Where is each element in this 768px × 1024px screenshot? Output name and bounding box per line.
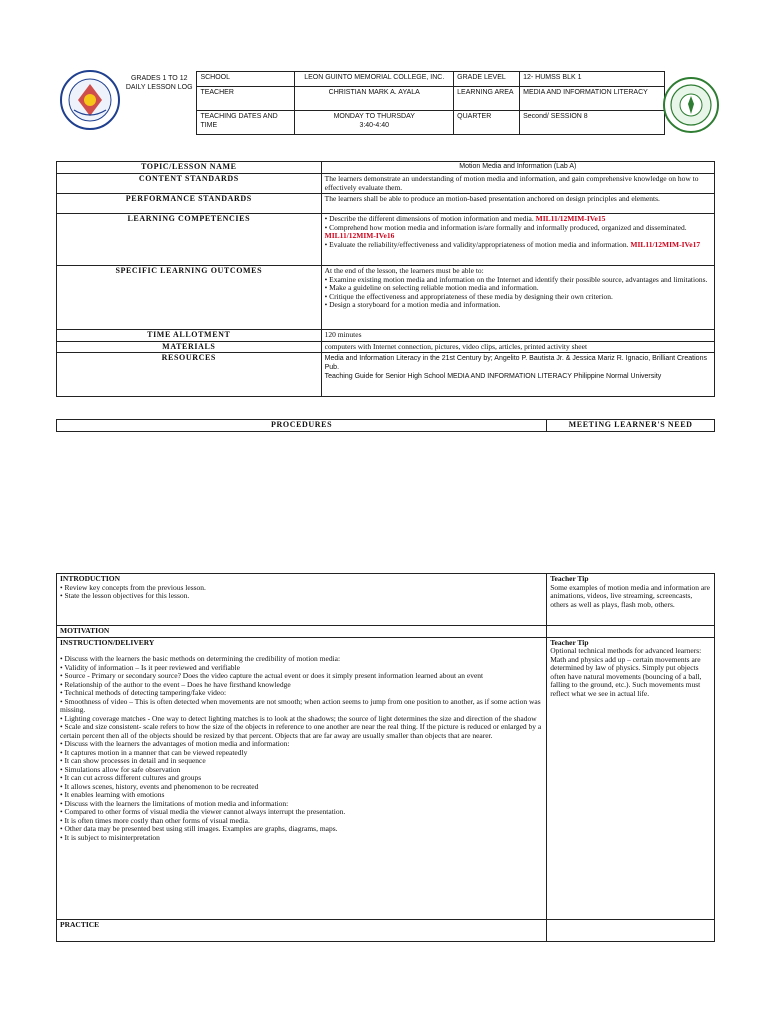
content-standards-label: CONTENT STANDARDS [57, 174, 322, 194]
grade-level-value: 12- HUMSS BLK 1 [520, 72, 665, 87]
procedures-header [56, 419, 715, 432]
instruction-label: INSTRUCTION/DELIVERY [60, 637, 155, 647]
instruction-item: • Technical methods of detecting tampering/fake video: [60, 688, 227, 697]
standards-table [56, 161, 715, 397]
competency-code: MIL11/12MIM-IVe16 [324, 231, 395, 240]
resource-item: Teaching Guide for Senior High School MEDIA AND INFORMATION LITERACY Philippine Normal University [324, 373, 662, 380]
instruction-item: • Other data may be presented best using still images. Examples are graphs, diagrams, maps. [60, 824, 338, 833]
instruction-item: • Validity of information – Is it peer reviewed and verifiable [60, 662, 240, 672]
motivation-label: MOTIVATION [57, 626, 547, 638]
instruction-item: • Source - Primary or secondary source? Does the video capture the actual event or does it simply present information learned about an event [60, 671, 484, 680]
outcome-item: • Make a guideline on selecting reliable motion media and information. [324, 283, 539, 292]
competency-item: • Describe the different dimensions of motion information and media. [324, 214, 534, 223]
content-standards-value: The learners demonstrate an understanding of motion media and information, and gain comprehensive knowledge on how to effectively evaluate them. [321, 174, 714, 194]
school-label: SCHOOL [197, 72, 295, 87]
competency-item: • Evaluate the reliability/effectiveness and validity/appropriateness of motion media and information. [324, 239, 629, 249]
dates-label: TEACHING DATES AND TIME [197, 111, 295, 135]
instruction-item: • It can cut across different cultures and groups [60, 773, 202, 782]
time-allotment-label: TIME ALLOTMENT [57, 330, 322, 342]
instruction-item: • It is often times more costly than other forms of visual media. [60, 815, 250, 825]
time-allotment-value: 120 minutes [321, 330, 714, 342]
teacher-tip-title: Teacher Tip [550, 637, 589, 647]
teacher-label: TEACHER [197, 87, 295, 111]
outcome-item: • Critique the effectiveness and appropriateness of these media by designing their own criterion. [324, 291, 613, 301]
outcome-item: • Examine existing motion media and information on the Internet and identify their possible source, advantages and limitations. [324, 274, 708, 284]
procedures-heading: PROCEDURES [57, 420, 547, 432]
procedures-table [56, 573, 715, 942]
competency-code: MIL11/12MIM-IVe15 [535, 214, 606, 223]
teacher-tip-title: Teacher Tip [550, 574, 589, 583]
instruction-item: • Simulations allow for safe observation [60, 764, 181, 774]
instruction-item: • Relationship of the author to the event – Does he have firsthand knowledge [60, 679, 291, 689]
learning-area-label: LEARNING AREA [454, 87, 520, 111]
instruction-item: • Smoothness of video – This is often detected when movements are not smooth; when action seems to jump from one position to another, as if some action was missing. [60, 696, 541, 714]
competency-item: • Comprehend how motion media and information is/are formally and informally produced, organized and disseminated. [324, 222, 687, 232]
learning-area-value: MEDIA AND INFORMATION LITERACY [520, 87, 665, 111]
practice-label: PRACTICE [57, 919, 547, 941]
instruction-item: • Discuss with the learners the basic methods on determining the credibility of motion media: [60, 654, 341, 663]
instruction-item: • Lighting coverage matches - One way to detect lighting matches is to look at the shadows; the source of light determines the size and direction of the shadow [60, 713, 537, 723]
log-type-label: DAILY LESSON LOG [125, 83, 193, 91]
instruction-item: • It enables learning with emotions [60, 790, 165, 799]
quarter-label: QUARTER [454, 111, 520, 135]
outcome-item: • Design a storyboard for a motion media and information. [324, 300, 501, 309]
resource-item: Media and Information Literacy in the 21st Century by; Angelito P. Bautista Jr. & Jessica Mariz R. Ignacio, Brilliant Creations Pub. [324, 355, 707, 371]
instruction-item: • Scale and size consistent- scale refers to how the size of the objects in reference to one another are near the real thing. If the picture is reduced or enlarged by a certain percent then all of the objects should be resized by that percent. Objects that are far away are usually smaller than objects that are nearer. [60, 722, 542, 740]
performance-standards-value: The learners shall be able to produce an motion-based presentation anchored on design principles and elements. [321, 194, 714, 214]
dates-value-days: MONDAY TO THURSDAY [333, 113, 415, 120]
resources-label: RESOURCES [57, 353, 322, 397]
header-table [122, 71, 665, 135]
instruction-item: • It allows scenes, history, events and phenomenon to be recreated [60, 781, 259, 791]
grade-level-label: GRADE LEVEL [454, 72, 520, 87]
deped-seal-logo [60, 70, 120, 130]
topic-label: TOPIC/LESSON NAME [57, 162, 322, 174]
school-value: LEON GUINTO MEMORIAL COLLEGE, INC. [295, 72, 454, 87]
instruction-item: • Discuss with the learners the limitations of motion media and information: [60, 798, 289, 808]
grades-label: GRADES 1 TO 12 [130, 74, 188, 82]
intro-item: • Review key concepts from the previous lesson. [60, 582, 206, 592]
performance-standards-label: PERFORMANCE STANDARDS [57, 194, 322, 214]
materials-value: computers with Internet connection, pictures, video clips, articles, printed activity sheet [321, 341, 714, 353]
teacher-tip-text: Optional technical methods for advanced learners: Math and physics add up – certain movements are determined by law of physics. Simply put objects often have natural movements (bouncing of a ball, falling to the ground, etc.). Such movements must reflect what we see in actual life. [550, 646, 702, 698]
outcome-item: At the end of the lesson, the learners must be able to: [324, 266, 484, 275]
instruction-item: • Compared to other forms of visual media the viewer cannot always interrupt the presentation. [60, 807, 346, 816]
meeting-needs-heading: MEETING LEARNER'S NEED [547, 420, 715, 432]
school-seal-logo [663, 77, 719, 133]
competency-code: MIL11/12MIM-IVe17 [630, 239, 701, 249]
quarter-value: Second/ SESSION 8 [520, 111, 665, 135]
teacher-value: CHRISTIAN MARK A. AYALA [295, 87, 454, 111]
introduction-label: INTRODUCTION [60, 574, 121, 583]
instruction-item: • It is subject to misinterpretation [60, 832, 160, 842]
instruction-item: • Discuss with the learners the advantages of motion media and information: [60, 739, 290, 748]
learning-outcomes-label: SPECIFIC LEARNING OUTCOMES [57, 266, 322, 330]
instruction-item: • It can show processes in detail and in sequence [60, 756, 206, 765]
instruction-item: • It captures motion in a manner that can be viewed repeatedly [60, 747, 248, 757]
topic-value: Motion Media and Information (Lab A) [321, 162, 714, 174]
materials-label: MATERIALS [57, 341, 322, 353]
learning-competencies-label: LEARNING COMPETENCIES [57, 214, 322, 266]
teacher-tip-text: Some examples of motion media and information are animations, videos, live streaming, screencasts, others as well as plays, flash mob, others. [550, 582, 710, 609]
dates-value-time: 3:40-4:40 [359, 122, 390, 129]
intro-item: • State the lesson objectives for this lesson. [60, 591, 190, 600]
